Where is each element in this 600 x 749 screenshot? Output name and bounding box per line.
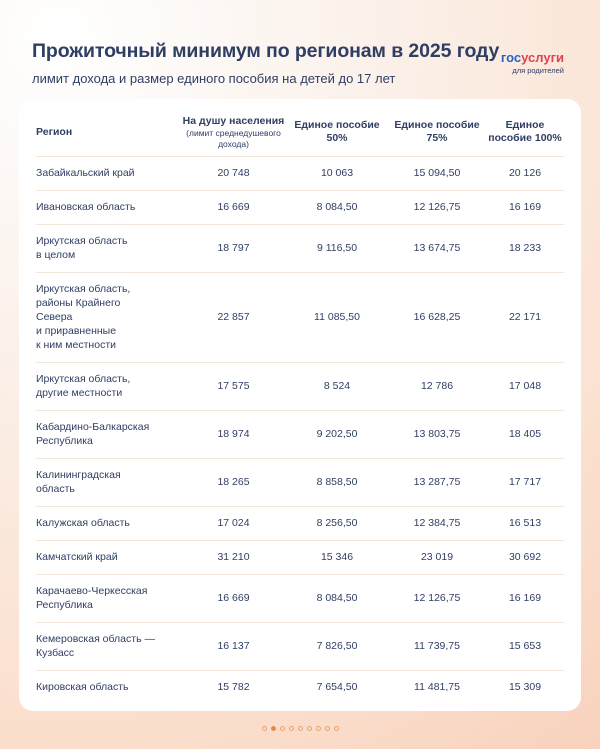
per-capita-cell: 20 748 <box>181 156 286 190</box>
page-title: Прожиточный минимум по регионам в 2025 году <box>32 40 500 62</box>
benefit-50-cell: 10 063 <box>286 156 388 190</box>
benefit-75-cell: 11 481,75 <box>388 670 486 704</box>
region-cell: Забайкальский край <box>36 156 181 190</box>
benefit-75-cell: 13 287,75 <box>388 458 486 506</box>
benefit-100-cell: 16 513 <box>486 506 564 540</box>
benefit-100-cell: 15 653 <box>486 622 564 670</box>
region-cell: Иркутская область, другие местности <box>36 362 181 410</box>
gosuslugi-logo <box>501 51 564 75</box>
table-card <box>19 99 581 711</box>
col-header-region: Регион <box>36 125 73 138</box>
benefit-75-cell: 12 786 <box>388 362 486 410</box>
pagination-dot[interactable] <box>298 726 303 731</box>
per-capita-cell: 16 669 <box>181 190 286 224</box>
table-row <box>36 272 564 362</box>
table-row <box>36 224 564 272</box>
pagination-dot[interactable] <box>316 726 321 731</box>
region-cell: Кемеровская область — Кузбасс <box>36 622 181 670</box>
table-row <box>36 622 564 670</box>
region-cell: Ивановская область <box>36 190 181 224</box>
col-header-per-capita-note: (лимит среднедушевого дохода) <box>186 127 281 149</box>
benefit-50-cell: 8 858,50 <box>286 458 388 506</box>
regions-table <box>36 109 564 704</box>
col-header-benefit-75: Единое пособие 75% <box>394 119 480 145</box>
per-capita-cell: 18 974 <box>181 410 286 458</box>
benefit-50-cell: 8 084,50 <box>286 574 388 622</box>
benefit-75-cell: 16 628,25 <box>388 272 486 362</box>
benefit-50-cell: 7 826,50 <box>286 622 388 670</box>
benefit-50-cell: 9 202,50 <box>286 410 388 458</box>
benefit-50-cell: 8 084,50 <box>286 190 388 224</box>
table-row <box>36 156 564 190</box>
per-capita-cell: 18 265 <box>181 458 286 506</box>
benefit-100-cell: 18 233 <box>486 224 564 272</box>
benefit-100-cell: 17 048 <box>486 362 564 410</box>
benefit-100-cell: 16 169 <box>486 190 564 224</box>
table-row <box>36 574 564 622</box>
pagination-dot[interactable] <box>325 726 330 731</box>
benefit-75-cell: 11 739,75 <box>388 622 486 670</box>
region-cell: Иркутская область, районы Крайнего Севера и приравненные к ним местности <box>36 272 181 362</box>
benefit-75-cell: 12 384,75 <box>388 506 486 540</box>
col-header-per-capita: На душу населения (лимит среднедушевого дохода) <box>182 114 285 149</box>
benefit-100-cell: 30 692 <box>486 540 564 574</box>
per-capita-cell: 16 137 <box>181 622 286 670</box>
pagination-dot[interactable] <box>280 726 285 731</box>
benefit-100-cell: 15 309 <box>486 670 564 704</box>
per-capita-cell: 17 024 <box>181 506 286 540</box>
region-cell: Калужская область <box>36 506 181 540</box>
benefit-75-cell: 13 803,75 <box>388 410 486 458</box>
pagination-dots <box>0 726 600 731</box>
benefit-50-cell: 8 524 <box>286 362 388 410</box>
logo-part-gos: гос <box>500 50 522 65</box>
region-cell: Иркутская область в целом <box>36 224 181 272</box>
pagination-dot[interactable] <box>307 726 312 731</box>
benefit-100-cell: 16 169 <box>486 574 564 622</box>
pagination-dot[interactable] <box>289 726 294 731</box>
benefit-50-cell: 7 654,50 <box>286 670 388 704</box>
benefit-75-cell: 15 094,50 <box>388 156 486 190</box>
benefit-75-cell: 12 126,75 <box>388 574 486 622</box>
per-capita-cell: 17 575 <box>181 362 286 410</box>
pagination-dot[interactable] <box>271 726 276 731</box>
table-row <box>36 670 564 704</box>
benefit-75-cell: 23 019 <box>388 540 486 574</box>
benefit-100-cell: 17 717 <box>486 458 564 506</box>
benefit-50-cell: 8 256,50 <box>286 506 388 540</box>
per-capita-cell: 22 857 <box>181 272 286 362</box>
table-header-row <box>36 109 564 156</box>
benefit-50-cell: 11 085,50 <box>286 272 388 362</box>
table-row <box>36 362 564 410</box>
table-body <box>36 156 564 704</box>
region-cell: Кабардино-Балкарская Республика <box>36 410 181 458</box>
benefit-100-cell: 18 405 <box>486 410 564 458</box>
pagination-dot[interactable] <box>334 726 339 731</box>
benefit-50-cell: 9 116,50 <box>286 224 388 272</box>
col-header-benefit-100: Единое пособие 100% <box>488 119 562 145</box>
region-cell: Кировская область <box>36 670 181 704</box>
per-capita-cell: 31 210 <box>181 540 286 574</box>
page-subtitle: лимит дохода и размер единого пособия на детей до 17 лет <box>32 71 396 86</box>
logo-subtitle: для родителей <box>512 66 564 75</box>
benefit-100-cell: 22 171 <box>486 272 564 362</box>
region-cell: Калининградская область <box>36 458 181 506</box>
benefit-50-cell: 15 346 <box>286 540 388 574</box>
per-capita-cell: 15 782 <box>181 670 286 704</box>
page-header <box>32 40 572 86</box>
table-row <box>36 410 564 458</box>
benefit-75-cell: 12 126,75 <box>388 190 486 224</box>
logo-part-uslugi: услуги <box>521 50 564 65</box>
table-row <box>36 190 564 224</box>
table-row <box>36 506 564 540</box>
benefit-100-cell: 20 126 <box>486 156 564 190</box>
per-capita-cell: 18 797 <box>181 224 286 272</box>
table-row <box>36 458 564 506</box>
pagination-dot[interactable] <box>262 726 267 731</box>
benefit-75-cell: 13 674,75 <box>388 224 486 272</box>
table-row <box>36 540 564 574</box>
per-capita-cell: 16 669 <box>181 574 286 622</box>
region-cell: Камчатский край <box>36 540 181 574</box>
region-cell: Карачаево-Черкесская Республика <box>36 574 181 622</box>
col-header-benefit-50: Единое пособие 50% <box>294 119 380 145</box>
